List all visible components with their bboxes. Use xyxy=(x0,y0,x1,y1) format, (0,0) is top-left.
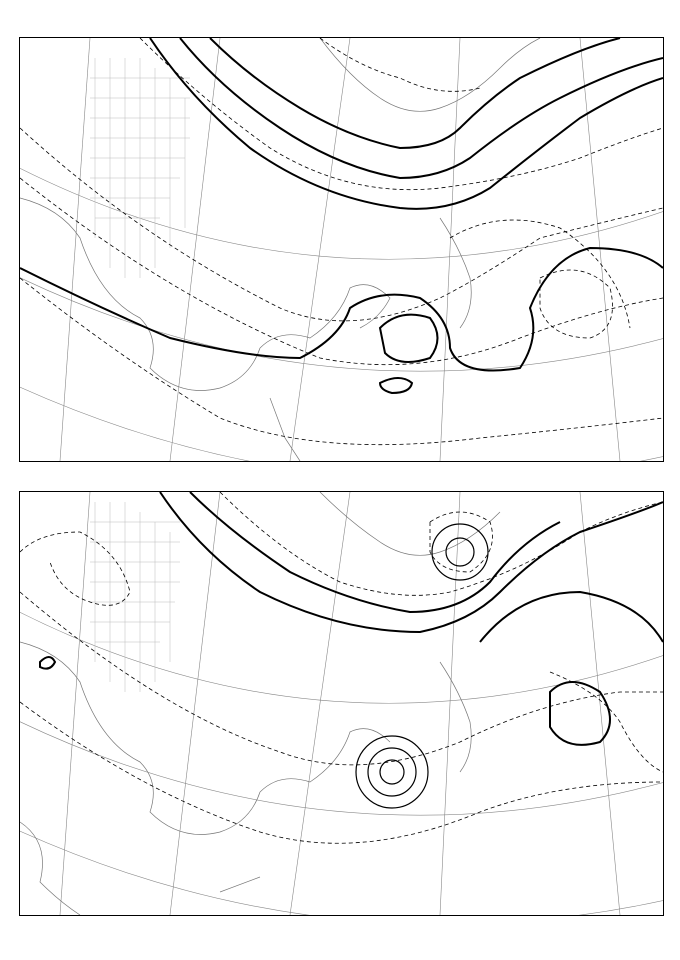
height-contours xyxy=(40,492,663,745)
isotherm-lines xyxy=(20,492,663,843)
coastlines xyxy=(20,38,540,461)
graticule-lines xyxy=(20,38,663,461)
chart-identifier xyxy=(22,934,74,952)
map-300hpa-canvas xyxy=(20,38,663,461)
height-contours xyxy=(20,38,663,393)
terrain-hatch xyxy=(90,502,180,692)
map-panel-500hpa xyxy=(19,491,664,916)
cyclone-rings xyxy=(356,524,488,808)
coastlines xyxy=(20,492,500,915)
graticule-lines xyxy=(20,492,663,915)
map-panel-300hpa xyxy=(19,37,664,462)
terrain-hatch xyxy=(90,58,190,278)
map-500hpa-canvas xyxy=(20,492,663,915)
